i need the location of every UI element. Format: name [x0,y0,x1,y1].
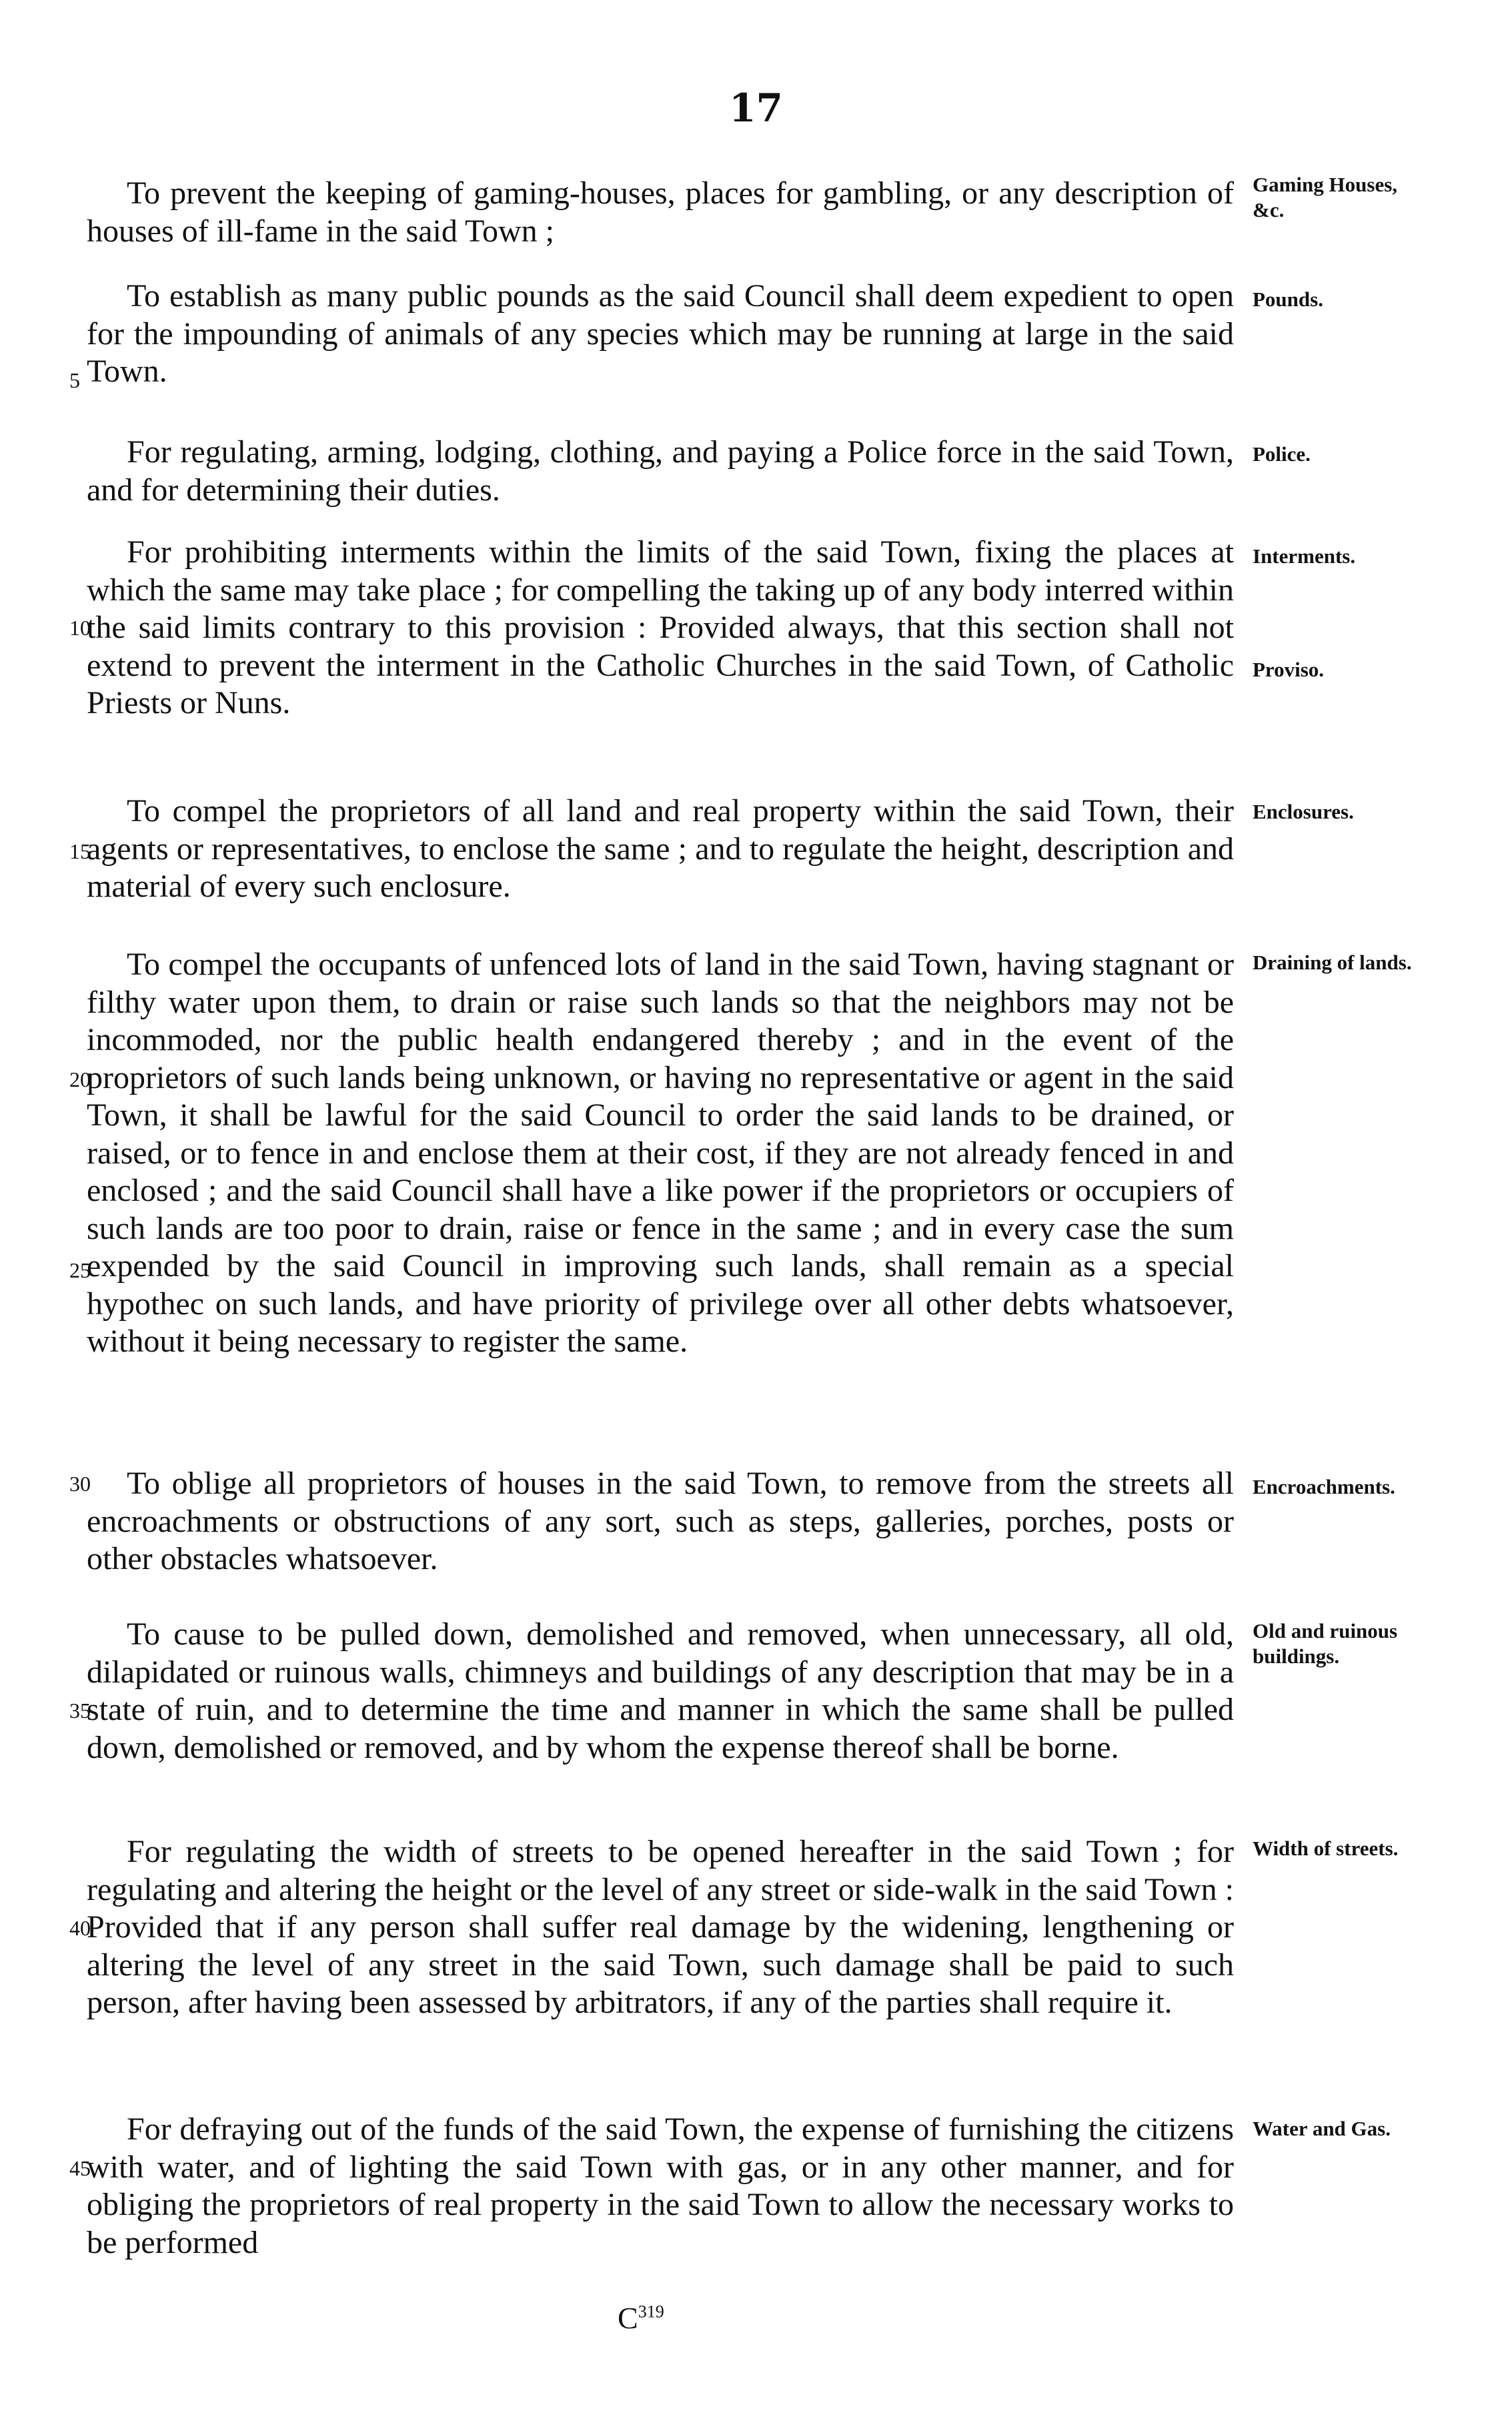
margin-note-water-gas: Water and Gas. [1253,2117,1391,2140]
line-number: 30 [69,1472,91,1496]
margin-note-enclosures: Enclosures. [1253,800,1354,823]
line-number: 5 [69,368,80,392]
line-number: 25 [69,1258,91,1282]
line-number: 15 [69,839,91,863]
signature-number: 319 [638,2302,664,2322]
margin-note-streets: Width of streets. [1253,1837,1399,1860]
paragraph-old-buildings: To cause to be pulled down, demolished and removed, when unnecessary, all old, dilapidated or ruinous walls, chimneys and buildings of any description that may be in a state of ruin, and to determine the time and manner in which the same shall be pulled down, demolished or removed, and by whom the expense thereof shall be borne. [87,1616,1234,1765]
line-number: 35 [69,1699,91,1723]
paragraph-gaming-houses: To prevent the keeping of gaming-houses, places for gambling, or any description of houses of ill-fame in the said Town ; [87,175,1234,249]
signature-mark [618,2300,664,2336]
paragraph-water-gas: For defraying out of the funds of the said Town, the expense of furnishing the citizens with water, and of lighting the said Town with gas, or in any other manner, and for obliging the proprietors of real property in the said Town to allow the necessary works to be performed [87,2111,1234,2260]
paragraph-pounds: To establish as many public pounds as the said Council shall deem expedient to open for the impounding of animals of any species which may be running at large in the said Town. [87,278,1234,389]
line-number: 10 [69,616,91,640]
paragraph-enclosures: To compel the proprietors of all land and real property within the said Town, their agents or representatives, to enclose the same ; and to regulate the height, description and material of every such enclosure. [87,793,1234,904]
margin-note-gaming-houses: Gaming Houses, &c. [1253,173,1398,221]
paragraph-encroachments: To oblige all proprietors of houses in the said Town, to remove from the streets all encroachments or obstructions of any sort, such as steps, galleries, porches, posts or other obstacles whatsoever. [87,1466,1234,1576]
paragraph-interments: For prohibiting interments within the limits of the said Town, fixing the places at which the same may take place ; for compelling the taking up of any body interred within the said limits contrary to this provision : Provided always, that this section shall not extend to prevent the interment in the Catholic Churches in the said Town, of Catholic Priests or Nuns. [87,534,1234,720]
page-number: 17 [729,85,783,131]
paragraph-streets: For regulating the width of streets to be opened hereafter in the said Town ; for regulating and altering the height or the level of any street or side-walk in the said Town : Provided that if any person shall suffer real damage by the widening, lengthening or altering the level of any street in the said Town, such damage shall be paid to such person, after having been assessed by arbitrators, if any of the parties shall require it. [87,1834,1234,2020]
signature-letter: C [618,2301,638,2335]
paragraph-police: For regulating, arming, lodging, clothing, and paying a Police force in the said Town, and for determining their duties. [87,434,1234,508]
line-number: 40 [69,1916,91,1940]
margin-note-old-buildings: Old and ruinous buildings. [1253,1619,1398,1668]
margin-note-encroachments: Encroachments. [1253,1475,1395,1498]
line-number: 20 [69,1067,91,1091]
paragraph-draining: To compel the occupants of unfenced lots of land in the said Town, having stagnant or filthy water upon them, to drain or raise such lands so that the neighbors may not be incommoded, nor the public health endangered thereby ; and in the event of the proprietors of such lands being unknown, or having no representative or agent in the said Town, it shall be lawful for the said Council to order the said lands to be drained, or raised, or to fence in and enclose them at their cost, if they are not already fenced in and enclosed ; and the said Council shall have a like power if the proprietors or occupiers of such lands are too poor to drain, raise or fence in the same ; and in every case the sum expended by the said Council in improving such lands, shall remain as a special hypothec on such lands, and have priority of privilege over all other debts whatsoever, without it being necessary to register the same. [87,947,1234,1359]
margin-note-interments: Interments. [1253,544,1356,568]
margin-note-pounds: Pounds. [1253,288,1323,311]
margin-note-police: Police. [1253,442,1311,466]
margin-note-proviso: Proviso. [1253,658,1325,681]
margin-note-draining: Draining of lands. [1253,951,1412,974]
line-number: 45 [69,2156,91,2180]
